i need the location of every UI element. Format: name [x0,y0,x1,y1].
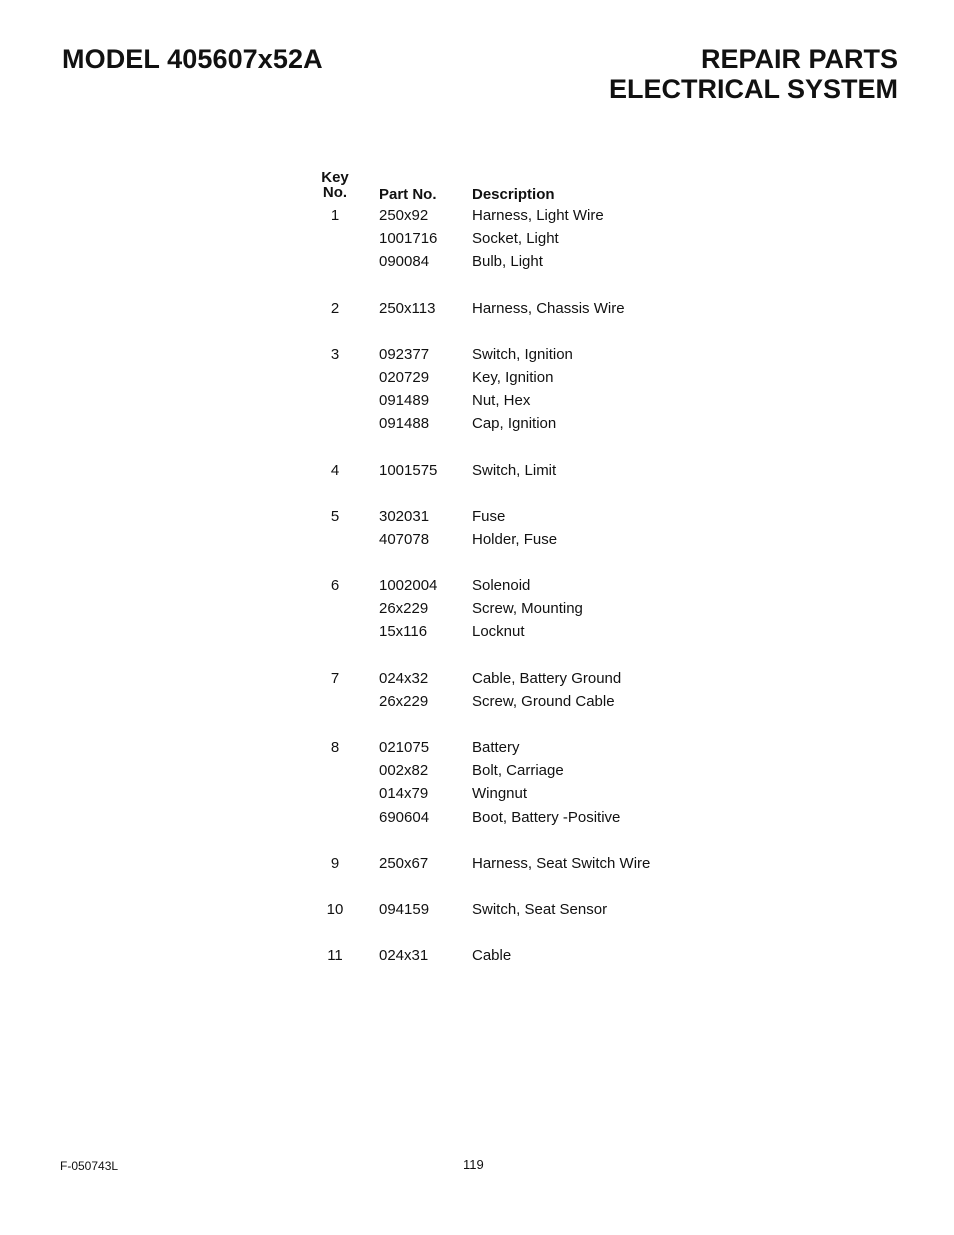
table-row [310,204,730,227]
description-cell: Key, Ignition [472,368,554,386]
part-no-cell: 024x32 [379,669,429,687]
part-no-cell: 1002004 [379,577,438,595]
key-group [310,667,730,713]
table-row [310,597,730,620]
key-group [310,297,730,320]
table-row [310,366,730,389]
description-cell: Cable, Battery Ground [472,669,622,687]
description-cell: Battery [472,739,520,756]
description-cell: Harness, Seat Switch Wire [472,854,651,872]
part-no-header: Part No. [379,186,437,203]
table-header [310,170,730,204]
part-no-cell: 15x116 [379,623,428,641]
part-no-cell: 090084 [379,253,430,271]
table-row [310,250,730,273]
description-cell: Cap, Ignition [472,415,557,433]
table-row [310,574,730,597]
description-cell: Screw, Mounting [472,600,583,618]
part-no-cell: 092377 [379,345,430,363]
footer-form-code: F-050743L [60,1159,119,1173]
part-no-cell: 024x31 [379,947,429,965]
part-no-cell: 250x67 [379,854,429,872]
table-row [310,343,730,366]
description-cell: Cable [472,947,512,965]
key-group [310,204,730,274]
page-number: 119 [463,1157,484,1172]
part-no-cell: 250x92 [379,207,429,224]
key-group [310,898,730,921]
table-row [310,389,730,412]
part-no-cell: 091489 [379,392,430,410]
key-group [310,574,730,644]
part-no-cell: 002x82 [379,762,429,780]
section-title-line-1: REPAIR PARTS [700,44,898,74]
description-cell: Harness, Light Wire [472,207,604,224]
part-no-cell: 250x113 [379,299,436,317]
table-row [310,620,730,643]
key-no-header-line-2: No. [322,184,348,201]
key-no-header-line-1: Key [321,169,349,186]
key-group [310,944,730,967]
table-body [310,204,730,967]
key-no-cell: 2 [330,299,340,317]
part-no-cell: 26x229 [379,692,429,710]
key-group [310,736,730,829]
key-no-cell: 7 [330,669,340,687]
table-row [310,806,730,829]
key-group [310,459,730,482]
table-row [310,759,730,782]
description-cell: Switch, Limit [472,461,557,479]
description-cell: Holder, Fuse [472,530,558,548]
key-no-cell: 4 [330,461,340,479]
description-cell: Locknut [472,623,525,641]
description-cell: Switch, Seat Sensor [472,900,608,918]
description-cell: Boot, Battery -Positive [472,808,621,826]
description-cell: Screw, Ground Cable [472,692,615,710]
description-cell: Nut, Hex [472,392,531,410]
section-title [609,44,898,104]
part-no-cell: 302031 [379,507,430,525]
model-title: MODEL 405607x52A [62,44,323,74]
description-cell: Bolt, Carriage [472,762,564,780]
table-row [310,528,730,551]
key-group [310,505,730,551]
description-cell: Bulb, Light [472,253,543,271]
table-row [310,297,730,320]
key-no-cell: 10 [326,900,344,918]
table-row [310,667,730,690]
description-cell: Wingnut [472,785,528,803]
part-no-cell: 26x229 [379,600,429,618]
section-title-line-2: ELECTRICAL SYSTEM [608,74,898,104]
key-no-cell: 5 [330,507,340,525]
table-row [310,736,730,759]
description-cell: Fuse [472,507,506,525]
part-no-cell: 021075 [379,739,430,756]
part-no-cell: 1001575 [379,461,438,479]
key-no-cell: 1 [330,207,340,224]
description-cell: Solenoid [472,577,531,595]
key-no-cell: 3 [330,345,340,363]
part-no-cell: 1001716 [379,230,438,248]
part-no-cell: 020729 [379,368,430,386]
table-row [310,459,730,482]
description-cell: Harness, Chassis Wire [472,299,625,317]
description-cell: Socket, Light [472,230,559,248]
key-no-cell: 8 [330,739,340,756]
key-group [310,852,730,875]
key-no-cell: 6 [330,577,340,595]
description-header: Description [472,186,555,203]
table-row [310,898,730,921]
table-row [310,412,730,435]
parts-table [310,170,730,990]
key-no-header [310,170,360,200]
key-no-cell: 9 [330,854,340,872]
key-no-cell: 11 [327,947,343,965]
part-no-cell: 407078 [379,530,430,548]
part-no-cell: 091488 [379,415,430,433]
part-no-cell: 690604 [379,808,430,826]
table-row [310,505,730,528]
key-group [310,343,730,436]
part-no-cell: 094159 [379,900,430,918]
table-row [310,227,730,250]
table-row [310,944,730,967]
table-row [310,690,730,713]
part-no-cell: 014x79 [379,785,429,803]
table-row [310,852,730,875]
description-cell: Switch, Ignition [472,345,573,363]
table-row [310,782,730,805]
